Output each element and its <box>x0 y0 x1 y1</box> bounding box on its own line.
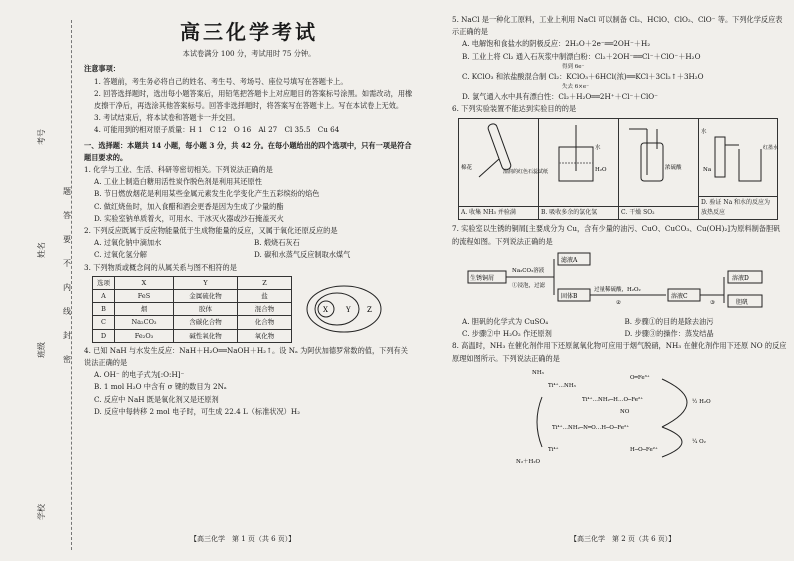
flow-label: ①浸泡，过滤 <box>512 282 546 289</box>
question-1-stem: 1. 化学与工业、生活、科研等密切相关。下列说法正确的是 <box>84 165 273 175</box>
option: D. 实验室钠单质着火，可用水、干冰灭火器或沙石掩盖灭火 <box>94 213 284 223</box>
cycle-node: NO <box>620 408 630 415</box>
exam-info: 本试卷满分 100 分，考试用时 75 分钟。 <box>182 49 316 59</box>
notice-heading: 注意事项： <box>84 64 120 74</box>
cycle-node: H─O─Fe²⁺ <box>630 446 658 453</box>
electron-loss-label: 失去 6×e⁻ <box>562 84 590 91</box>
table-cell: D <box>93 329 115 342</box>
table-row <box>93 290 292 303</box>
option: A. 胆矾的化学式为 CuSO₄ <box>462 317 549 327</box>
notice-item: 2. 回答选择题时，选出每小题答案后，用铅笔把答题卡上对应题目的答案标号涂黑。如需改动，用橡皮擦干净后，再选涂其他答案标号。回答非选择题时，将答案写在答题卡上。写在本试卷上无效。 <box>94 88 413 111</box>
notice-item: 1. 答题前，考生务必将自己的姓名、考生号、考场号、座位号填写在答题卡上。 <box>94 76 348 86</box>
beaker-icon <box>539 119 618 197</box>
section-heading: 一、选择题：本题共 14 小题，每小题 3 分，共 42 分。在每小题给出的四个选项中，只有一项是符合题目要求的。 <box>84 140 412 162</box>
flow-box: 溶液D <box>732 274 749 282</box>
page-2 <box>452 14 787 469</box>
page-1-footer: 【高三化学 第 1 页（共 6 页）】 <box>190 535 296 543</box>
binding-strip <box>0 0 78 561</box>
test-tube-icon <box>459 119 549 197</box>
question-7-stem: 7. 实验室以生锈的铜屑[主要成分为 Cu，含有少量的油污、CuO、CuCO₃、Cu(OH)₂]为原料制备胆矾的流程如图。下列说法正确的是 <box>452 224 781 246</box>
label-h2o: H₂O <box>595 167 607 174</box>
cycle-node: N₂＋H₂O <box>516 458 541 465</box>
question-2-stem: 2. 下列反应既属于反应物能量低于生成物能量的反应，又属于氧化还原反应的是 <box>84 226 338 236</box>
flow-label: Na₂CO₃溶液 <box>512 267 545 274</box>
table-cell: 盐 <box>238 290 292 303</box>
page-2-footer: 【高三化学 第 2 页（共 6 页）】 <box>570 535 676 543</box>
label-cotton: 棉花 <box>461 165 473 172</box>
flow-box: 滤液A <box>561 256 578 264</box>
table-cell: 含碳化合物 <box>174 316 238 329</box>
label-h2so4: 浓硫酸 <box>665 165 682 172</box>
option: D. 步骤③的操作：蒸发结晶 <box>624 329 714 339</box>
table-cell: FeS <box>115 290 174 303</box>
option: A. 电解饱和食盐水的阴极反应：2H₂O＋2e⁻══2OH⁻＋H₂ <box>462 39 651 49</box>
question-3-body <box>84 274 414 345</box>
class-label: 班级 <box>37 342 46 358</box>
table-cell: Na₂CO₃ <box>115 316 174 329</box>
question-6-stem: 6. 下列实验装置不能达到实验目的的是 <box>452 104 577 114</box>
apparatus-c <box>619 119 699 219</box>
flow-box: 固体B <box>561 292 578 300</box>
notice-item: 3. 考试结束后，将本试卷和答题卡一并交回。 <box>94 113 240 123</box>
seal-char: 不 <box>63 259 71 268</box>
table-cell: C <box>93 316 115 329</box>
option: A. 工业上制造白糖用活性炭作脱色剂是利用其还原性 <box>94 177 262 187</box>
option: C. KClO₃ 和浓盐酸混合制 Cl₂：KClO₃＋6HCl(浓)══KCl＋3Cl₂↑＋3H₂O <box>462 71 704 81</box>
flow-box: 胆矾 <box>736 298 749 306</box>
exam-title: 高三化学考试 <box>180 20 318 44</box>
exam-number-label: 考号 <box>37 129 46 145</box>
school-label: 学校 <box>37 504 46 520</box>
label-water: 水 <box>595 145 601 152</box>
cycle-node: O═Fe³⁺ <box>630 374 650 381</box>
option: C. 反应中 NaH 既是氧化剂又是还原剂 <box>94 394 219 404</box>
option: D. 氯气通入水中具有漂白性：Cl₂＋H₂O══2H⁺＋Cl⁻＋ClO⁻ <box>462 92 658 102</box>
flow-label: ② <box>616 299 621 306</box>
question-8-stem: 8. 高温时，NH₃ 在催化剂作用下还原氮氧化物可应用于烟气脱硝，NH₃ 在催化剂作用下还原 NO 的反应原理如图所示。下列说法正确的是 <box>452 341 787 363</box>
table-cell: 化合物 <box>238 316 292 329</box>
option: B. 工业上将 Cl₂ 通入石灰浆中制漂白粉：Cl₂＋2OH⁻══Cl⁻＋ClO⁻＋H₂O <box>462 51 701 61</box>
label-water-d: 水 <box>701 129 707 136</box>
venn-z-label: Z <box>367 306 372 315</box>
venn-x-label: X <box>323 306 328 315</box>
u-tube-icon <box>699 119 778 197</box>
option: C. 过氧化氢分解 <box>94 250 147 260</box>
flow-label: ③ <box>710 299 715 306</box>
table-header: Y <box>174 276 238 289</box>
question-3-stem: 3. 下列物质或概念间的从属关系与图不相符的是 <box>84 262 237 272</box>
process-flow-diagram <box>466 251 786 309</box>
flow-box: 生锈铜屑 <box>470 274 495 282</box>
question-4-stem: 4. 已知 NaH 与水发生反应：NaH＋H₂O══NaOH＋H₂↑。设 Nₐ 为阿伏加德罗常数的值，下列有关说法正确的是 <box>84 345 408 368</box>
notice-item: 4. 可能用到的相对原子质量：H 1 C 12 O 16 Al 27 Cl 35.5 Cu 64 <box>94 125 340 135</box>
table-cell: 氧化物 <box>238 329 292 342</box>
seal-char: 线 <box>63 307 71 316</box>
question-7-options <box>452 316 787 340</box>
venn-diagram <box>304 283 384 335</box>
option: B. 步骤①的目的是除去油污 <box>624 317 714 327</box>
seal-char: 内 <box>63 283 71 292</box>
seal-char: 答 <box>63 211 71 220</box>
option: D. 反应中每转移 2 mol 电子时，可生成 22.4 L（标准状况）H₂ <box>94 406 301 416</box>
option: B. 煅烧石灰石 <box>254 238 300 248</box>
cycle-node: Ti⁴⁺…NH₃ <box>548 382 576 389</box>
cycle-node: Ti⁴⁺…NH₂─H…O─Fe²⁺ <box>582 396 644 403</box>
question-5-stem: 5. NaCl 是一种化工原料，工业上利用 NaCl 可以制备 Cl₂、HClO、ClO₂、ClO⁻ 等。下列化学反应表示正确的是 <box>452 15 783 37</box>
cycle-node: ¼ O₂ <box>692 438 706 445</box>
cycle-node: Ti⁴⁺…NH₂─N═O…H─O─Fe²⁺ <box>552 424 630 431</box>
table-header: 选项 <box>93 276 115 289</box>
option: B. 1 mol H₂O 中含有 σ 键的数目为 2Nₐ <box>94 382 227 392</box>
option: C. 做红烧鱼时，加入食醋和酒会更香是因为生成了少量的酯 <box>94 201 284 211</box>
reaction-cycle-diagram <box>512 367 732 465</box>
page-1 <box>84 14 414 418</box>
table-header: X <box>115 276 174 289</box>
seal-char: 密 <box>63 355 71 364</box>
table-row <box>93 329 292 342</box>
table-row <box>93 303 292 316</box>
table-row <box>93 316 292 329</box>
label-na: Na <box>703 167 712 174</box>
label-red-ink: 红墨水 <box>763 145 779 152</box>
flow-label: 过量稀硫酸，H₂O₂ <box>594 286 641 293</box>
seal-char: 封 <box>63 331 71 340</box>
name-label: 姓名 <box>37 242 46 258</box>
cycle-node: NH₃ <box>532 369 544 376</box>
table-cell: Fe₂O₃ <box>115 329 174 342</box>
option: C. 步骤②中 H₂O₂ 作还原剂 <box>462 329 552 339</box>
label-litmus: 湿润的红色石蕊试纸 <box>503 169 549 176</box>
table-cell: 烟 <box>115 303 174 316</box>
question-6-apparatus <box>458 118 778 220</box>
apparatus-a <box>459 119 549 219</box>
binding-dashed-line <box>71 20 72 550</box>
caption-b: B. 吸收多余的氯化氢 <box>539 206 618 219</box>
question-3-table <box>92 276 292 343</box>
table-header: Z <box>238 276 292 289</box>
flow-box: 溶液C <box>671 292 688 300</box>
option: D. 碳和水蒸气反应制取水煤气 <box>254 250 351 260</box>
caption-c: C. 干燥 SO₂ <box>619 206 698 219</box>
table-cell: 混合物 <box>238 303 292 316</box>
caption-a: A. 收集 NH₃ 并验满 <box>459 206 538 219</box>
table-cell: A <box>93 290 115 303</box>
option: B. 节日燃放烟花是利用某些金属元素发生化学变化产生五彩缤纷的焰色 <box>94 189 320 199</box>
option: A. OH⁻ 的电子式为[:O:H]⁻ <box>94 370 185 380</box>
apparatus-d <box>699 119 778 219</box>
venn-y-label: Y <box>346 306 351 315</box>
table-cell: 胶体 <box>174 303 238 316</box>
cycle-node: ½ H₂O <box>692 398 711 405</box>
seal-char: 要 <box>63 235 71 244</box>
option: A. 过氧化钠中滴加水 <box>94 238 162 248</box>
table-cell: 碱性氧化物 <box>174 329 238 342</box>
question-2-options <box>84 237 414 261</box>
caption-d: D. 验证 Na 和水的反应为放热反应 <box>699 196 778 219</box>
electron-gain-label: 得到 6e⁻ <box>562 63 585 70</box>
apparatus-b <box>539 119 619 219</box>
seal-char: 题 <box>63 187 71 196</box>
wash-bottle-icon <box>619 119 698 197</box>
table-cell: B <box>93 303 115 316</box>
table-cell: 金属硫化物 <box>174 290 238 303</box>
cycle-node: Ti⁴⁺ <box>548 446 559 453</box>
